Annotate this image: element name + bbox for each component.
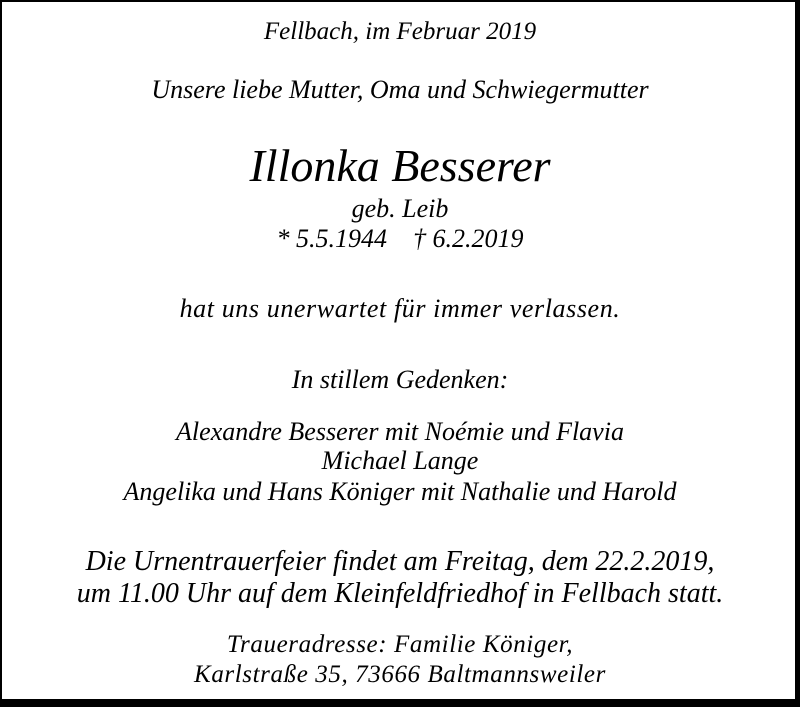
address-line: Traueradresse: Familie Königer, xyxy=(226,631,574,658)
maiden-name: geb. Leib xyxy=(351,194,449,223)
deceased-name: Illonka Besserer xyxy=(249,140,551,191)
mourner-line: Michael Lange xyxy=(321,446,479,475)
birth-date: * 5.5.1944 xyxy=(276,224,387,253)
mourner-line: Angelika und Hans Königer mit Nathalie und Harold xyxy=(123,477,677,506)
life-dates xyxy=(0,226,800,252)
address-line: Karlstraße 35, 73666 Baltmannsweiler xyxy=(194,661,606,688)
intro-text: Unsere liebe Mutter, Oma und Schwiegermutter xyxy=(151,75,649,104)
place-date: Fellbach, im Februar 2019 xyxy=(263,18,537,45)
death-date: † 6.2.2019 xyxy=(413,224,524,253)
message-text: hat uns unerwartet für immer verlassen. xyxy=(179,294,621,323)
ceremony-line: Die Urnentrauerfeier findet am Freitag, dem 22.2.2019, xyxy=(85,546,715,577)
mourner-line: Alexandre Besserer mit Noémie und Flavia xyxy=(176,417,624,446)
remembrance-heading: In stillem Gedenken: xyxy=(291,365,509,394)
ceremony-line: um 11.00 Uhr auf dem Kleinfeldfriedhof in Fellbach statt. xyxy=(76,578,724,609)
